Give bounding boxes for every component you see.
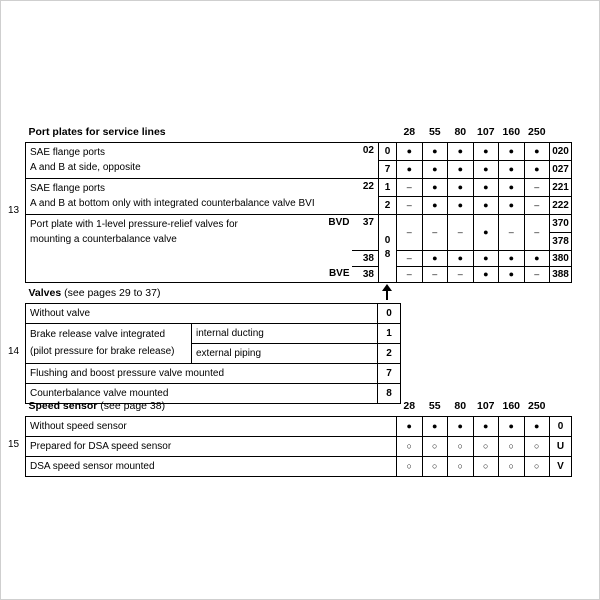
- availability-cell: ●: [422, 250, 448, 266]
- description-line: mounting a counterbalance valve: [30, 233, 177, 245]
- availability-cell: ●: [397, 160, 423, 178]
- availability-cell: ●: [448, 196, 474, 214]
- availability-cell: ●: [499, 196, 525, 214]
- code-cell: 027: [550, 160, 572, 178]
- digit-cell: 1: [379, 178, 397, 196]
- valves-title: [26, 287, 401, 304]
- availability-cell: ●: [473, 160, 499, 178]
- column-header-size: 107: [477, 125, 495, 138]
- availability-cell: –: [524, 196, 550, 214]
- column-header-size: 160: [502, 399, 521, 412]
- description-line: Port plate with 1-level pressure-relief valves for: [30, 218, 238, 230]
- option-number: 38: [352, 266, 379, 282]
- availability-cell: ●: [422, 142, 448, 160]
- availability-cell: ●: [422, 178, 448, 196]
- digit-option: 8: [384, 249, 391, 260]
- availability-cell: ●: [499, 250, 525, 266]
- availability-cell: –: [524, 266, 550, 282]
- section-number-13: 13: [8, 205, 20, 216]
- availability-cell: ○: [397, 456, 423, 476]
- option-prefix: BVE: [322, 266, 352, 282]
- column-header-size: 160: [502, 125, 521, 138]
- description-line: Brake release valve integrated: [30, 329, 166, 340]
- description-line: A and B at bottom only with integrated counterbalance valve BVI: [30, 197, 315, 209]
- description-cell: [26, 178, 352, 214]
- availability-cell: ●: [422, 160, 448, 178]
- availability-cell: ●: [473, 250, 499, 266]
- availability-cell: ●: [499, 416, 525, 436]
- availability-cell: ●: [473, 178, 499, 196]
- code-cell: 222: [550, 196, 572, 214]
- availability-cell: ○: [499, 456, 525, 476]
- code-cell: 0: [378, 304, 401, 324]
- column-header-size: 28: [403, 125, 416, 138]
- option-number: 38: [352, 250, 379, 266]
- availability-cell: ●: [448, 416, 474, 436]
- availability-cell: –: [397, 196, 423, 214]
- availability-cell: ○: [422, 436, 448, 456]
- port-plates-title: Port plates for service lines: [28, 125, 166, 138]
- availability-cell: ●: [499, 266, 525, 282]
- availability-cell: ●: [524, 142, 550, 160]
- availability-cell: –: [397, 178, 423, 196]
- availability-cell: ●: [499, 178, 525, 196]
- availability-cell: ●: [524, 250, 550, 266]
- availability-cell: ○: [524, 456, 550, 476]
- availability-cell: –: [422, 266, 448, 282]
- availability-cell: ●: [473, 214, 499, 250]
- availability-cell: –: [397, 214, 423, 250]
- availability-cell: ●: [448, 142, 474, 160]
- code-cell: V: [550, 456, 572, 476]
- digit-cell: [379, 214, 397, 282]
- availability-cell: ●: [524, 416, 550, 436]
- availability-cell: ●: [422, 196, 448, 214]
- code-cell: 380: [550, 250, 572, 266]
- valves-header-row: [26, 287, 401, 304]
- column-header-spacer: [550, 396, 572, 416]
- speed-sensor-header-row: [26, 396, 572, 416]
- option-number: 37: [352, 214, 379, 250]
- availability-cell: ○: [422, 456, 448, 476]
- availability-cell: ●: [448, 160, 474, 178]
- description-line: SAE flange ports: [30, 146, 106, 158]
- option-number: 02: [352, 142, 379, 178]
- digit-option: 0: [384, 235, 391, 246]
- description-line: SAE flange ports: [30, 182, 106, 194]
- availability-cell: –: [397, 266, 423, 282]
- column-header-size: 250: [528, 125, 546, 138]
- table-row: [26, 324, 401, 344]
- availability-cell: ●: [448, 178, 474, 196]
- table-row: [26, 214, 572, 232]
- speed-sensor-title: [26, 396, 397, 416]
- description-cell: Without speed sensor: [26, 416, 397, 436]
- availability-cell: ○: [499, 436, 525, 456]
- availability-cell: ●: [397, 416, 423, 436]
- availability-cell: ●: [448, 250, 474, 266]
- description-line: A and B at side, opposite: [30, 161, 141, 173]
- option-number: 22: [352, 178, 379, 214]
- description-cell: DSA speed sensor mounted: [26, 456, 397, 476]
- column-header-size: 80: [454, 399, 467, 412]
- code-cell: 8: [378, 384, 401, 404]
- availability-cell: ○: [473, 436, 499, 456]
- code-cell: 0: [550, 416, 572, 436]
- code-cell: 370: [550, 214, 572, 232]
- code-cell: U: [550, 436, 572, 456]
- table-subtitle: (see pages 29 to 37): [64, 287, 161, 299]
- availability-cell: ●: [397, 142, 423, 160]
- description-line: (pilot pressure for brake release): [30, 346, 175, 357]
- code-cell: 378: [550, 232, 572, 250]
- port-plates-header-row: [26, 122, 572, 142]
- column-header-size: 250: [527, 399, 546, 412]
- code-cell: 020: [550, 142, 572, 160]
- sub-option-cell: internal ducting: [192, 324, 378, 344]
- availability-cell: –: [448, 214, 474, 250]
- digit-cell: 0: [379, 142, 397, 160]
- description-cell: [26, 324, 192, 364]
- availability-cell: ○: [524, 436, 550, 456]
- availability-cell: ○: [448, 456, 474, 476]
- description-cell: [26, 214, 322, 282]
- table-title: Speed sensor: [28, 399, 98, 412]
- availability-cell: ●: [524, 160, 550, 178]
- availability-cell: –: [499, 214, 525, 250]
- description-cell: Without valve: [26, 304, 378, 324]
- valves-table: [25, 287, 401, 404]
- port-plates-table: [25, 122, 572, 283]
- column-header-size: 80: [454, 125, 467, 138]
- column-header-size: 55: [428, 125, 441, 138]
- section-number-14: 14: [8, 346, 20, 357]
- availability-cell: ●: [473, 416, 499, 436]
- sub-option-cell: external piping: [192, 344, 378, 364]
- availability-cell: ●: [499, 142, 525, 160]
- column-header-spacer: [550, 122, 572, 142]
- option-prefix: [322, 250, 352, 266]
- column-header-size: 28: [403, 399, 416, 412]
- availability-cell: –: [524, 178, 550, 196]
- code-cell: 1: [378, 324, 401, 344]
- description-cell: [26, 142, 352, 178]
- description-cell: Flushing and boost pressure valve mounted: [26, 364, 378, 384]
- availability-cell: –: [524, 214, 550, 250]
- column-header-size: 107: [476, 399, 495, 412]
- section-number-15: 15: [8, 439, 20, 450]
- digit-cell: 7: [379, 160, 397, 178]
- availability-cell: –: [422, 214, 448, 250]
- table-row: [26, 416, 572, 436]
- availability-cell: ○: [448, 436, 474, 456]
- availability-cell: ●: [473, 142, 499, 160]
- description-cell: Counterbalance valve mounted: [26, 384, 378, 404]
- code-cell: 221: [550, 178, 572, 196]
- code-cell: 388: [550, 266, 572, 282]
- availability-cell: ●: [422, 416, 448, 436]
- description-cell: Prepared for DSA speed sensor: [26, 436, 397, 456]
- table-row: [26, 364, 401, 384]
- code-cell: 2: [378, 344, 401, 364]
- option-prefix: BVD: [328, 216, 350, 228]
- availability-cell: ●: [499, 160, 525, 178]
- code-cell: 7: [378, 364, 401, 384]
- table-row: [26, 436, 572, 456]
- availability-cell: ○: [397, 436, 423, 456]
- digit-cell: 2: [379, 196, 397, 214]
- column-header-size: 55: [428, 399, 441, 412]
- availability-cell: –: [448, 266, 474, 282]
- availability-cell: ●: [473, 266, 499, 282]
- table-row: [26, 178, 572, 196]
- speed-sensor-table: [25, 396, 572, 477]
- table-row: [26, 456, 572, 476]
- availability-cell: ○: [473, 456, 499, 476]
- availability-cell: ●: [473, 196, 499, 214]
- table-row: [26, 142, 572, 160]
- table-row: [26, 304, 401, 324]
- table-subtitle: (see page 38): [100, 399, 166, 412]
- table-title: Valves: [28, 287, 62, 299]
- availability-cell: –: [397, 250, 423, 266]
